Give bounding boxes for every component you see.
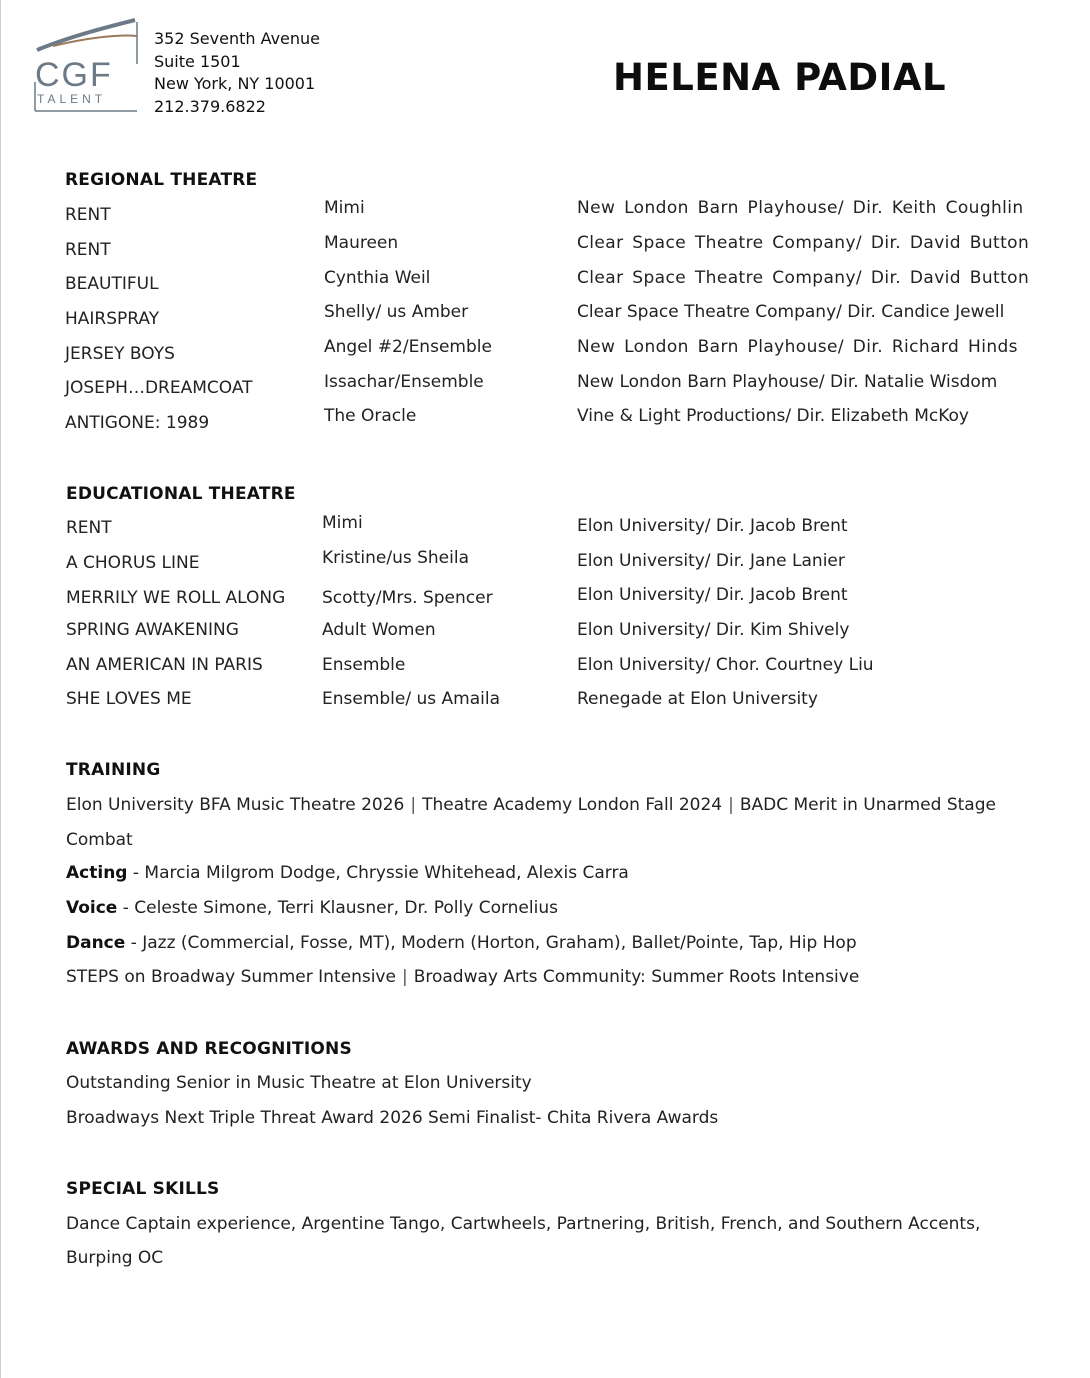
training-voice [66,898,558,918]
regional-role: Angel #2/Ensemble [324,337,492,357]
voice-teachers: - Celeste Simone, Terri Klausner, Dr. Polly Cornelius [117,898,558,918]
skills-heading: SPECIAL SKILLS [66,1179,220,1199]
educational-role: Scotty/Mrs. Spencer [322,588,493,608]
educational-company: Elon University/ Dir. Kim Shively [577,620,850,640]
regional-show: JOSEPH…DREAMCOAT [65,378,253,398]
regional-show: BEAUTIFUL [65,274,159,294]
voice-label: Voice [66,898,118,918]
educational-company: Renegade at Elon University [577,689,818,709]
dance-label: Dance [66,933,126,953]
regional-role: Mimi [324,198,365,218]
regional-show: JERSEY BOYS [65,344,175,364]
regional-company: Clear Space Theatre Company/ Dir. Candice Jewell [577,302,1005,322]
educational-show: A CHORUS LINE [66,553,200,573]
skills-line: Burping OC [66,1248,164,1268]
award-item: Broadways Next Triple Threat Award 2026 Semi Finalist- Chita Rivera Awards [66,1108,719,1128]
educational-company: Elon University/ Dir. Jacob Brent [577,585,848,605]
awards-heading: AWARDS AND RECOGNITIONS [66,1039,352,1059]
training-program: BADC Merit in Unarmed Stage [739,795,996,815]
regional-show: HAIRSPRAY [65,309,160,329]
regional-show: RENT [65,205,111,225]
logo-subtext: TALENT [37,92,107,106]
address-phone: 212.379.6822 [154,96,266,116]
regional-company: Clear Space Theatre Company/ Dir. David Button [577,233,1030,253]
training-acting [66,863,629,883]
regional-role: The Oracle [324,406,417,426]
separator: | [728,795,734,815]
performer-name: HELENA PADIAL [613,56,947,99]
educational-company: Elon University/ Dir. Jane Lanier [577,551,845,571]
skills-line: Dance Captain experience, Argentine Tango, Cartwheels, Partnering, British, French, and Southern Accents, [66,1214,981,1234]
training-program: Theatre Academy London Fall 2024 [422,795,723,815]
educational-company: Elon University/ Dir. Jacob Brent [577,516,848,536]
regional-show: ANTIGONE: 1989 [65,413,210,433]
regional-company: Vine & Light Productions/ Dir. Elizabeth McKoy [577,406,969,426]
award-item: Outstanding Senior in Music Theatre at Elon University [66,1073,532,1093]
regional-role: Cynthia Weil [324,268,431,288]
training-heading: TRAINING [66,760,161,780]
intensive: Broadway Arts Community: Summer Roots Intensive [413,967,860,987]
educational-role: Mimi [322,513,363,533]
logo-text: CGF [35,56,113,94]
educational-show: RENT [66,518,112,538]
educational-heading: EDUCATIONAL THEATRE [66,484,296,504]
educational-role: Kristine/us Sheila [322,548,469,568]
address-line: New York, NY 10001 [154,74,316,93]
educational-company: Elon University/ Chor. Courtney Liu [577,655,874,675]
regional-company: Clear Space Theatre Company/ Dir. David Button [577,268,1030,288]
dance-styles: - Jazz (Commercial, Fosse, MT), Modern (Horton, Graham), Ballet/Pointe, Tap, Hip Hop [125,933,857,953]
training-program: Elon University BFA Music Theatre 2026 [66,795,405,815]
acting-label: Acting [66,863,128,883]
educational-show: MERRILY WE ROLL ALONG [66,588,286,608]
agency-logo [31,14,141,114]
agency-address [154,28,320,118]
training-programs-wrap: Combat [66,830,133,850]
training-intensives [66,967,859,987]
regional-heading: REGIONAL THEATRE [65,170,258,190]
educational-role: Adult Women [322,620,436,640]
regional-role: Maureen [324,233,399,253]
regional-company: New London Barn Playhouse/ Dir. Keith Coughlin [577,198,1024,218]
regional-company: New London Barn Playhouse/ Dir. Richard Hinds [577,337,1018,357]
educational-show: SHE LOVES ME [66,689,192,709]
educational-role: Ensemble/ us Amaila [322,689,501,709]
training-dance [66,933,857,953]
address-line: 352 Seventh Avenue [154,29,321,48]
regional-role: Shelly/ us Amber [324,302,469,322]
separator: | [410,795,417,815]
separator: | [401,967,408,987]
regional-role: Issachar/Ensemble [324,372,484,392]
intensive: STEPS on Broadway Summer Intensive [66,967,396,987]
training-programs [66,795,996,815]
acting-teachers: - Marcia Milgrom Dodge, Chryssie Whitehead, Alexis Carra [127,863,629,883]
address-line: Suite 1501 [154,51,241,71]
educational-role: Ensemble [322,655,406,675]
educational-show: SPRING AWAKENING [66,620,239,640]
educational-show: AN AMERICAN IN PARIS [66,655,263,675]
regional-company: New London Barn Playhouse/ Dir. Natalie Wisdom [577,372,998,392]
regional-show: RENT [65,240,111,260]
cgf-logo-mark [31,14,141,114]
